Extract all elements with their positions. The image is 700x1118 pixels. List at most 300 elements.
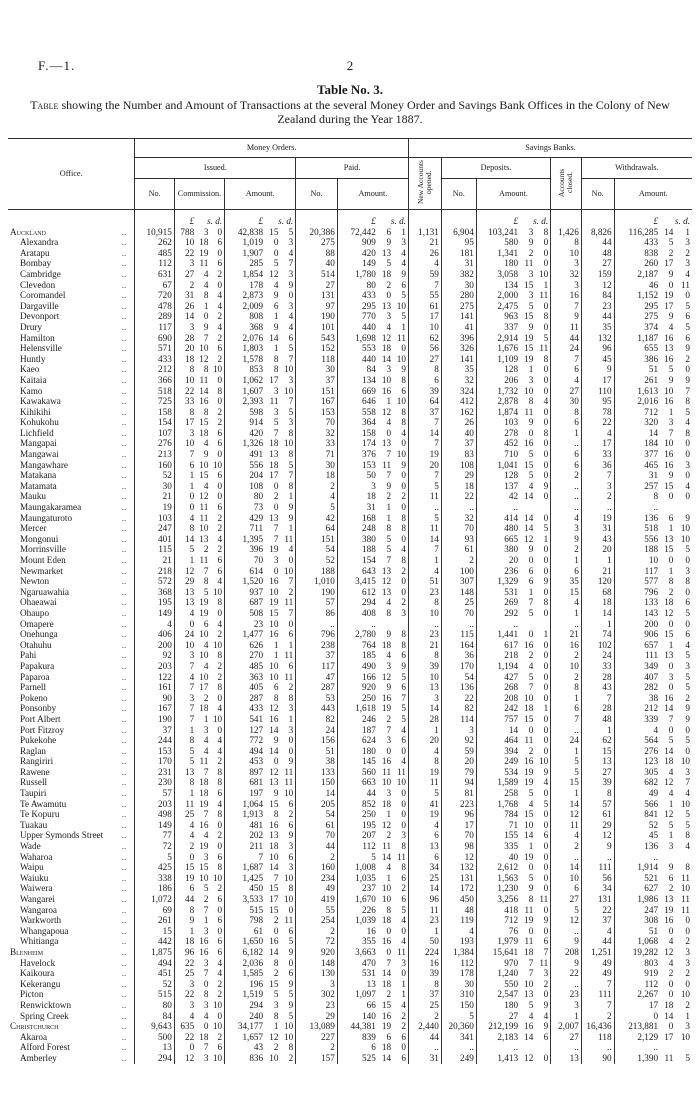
- deposits-amount-shillings: 6: [528, 565, 534, 576]
- new-accounts: 6: [408, 852, 441, 863]
- leader-dots: ..: [121, 597, 127, 608]
- paid-no: 152: [296, 343, 338, 354]
- withdrawals-amount-pence: 0: [685, 449, 690, 460]
- issued-amount-pounds: 1,477: [225, 629, 265, 640]
- withdrawals-amount-pence: 11: [681, 279, 690, 290]
- withdrawals-amount-pence: 3: [685, 258, 690, 269]
- col-savings-banks: Savings Banks.: [408, 139, 692, 158]
- paid-no: 275: [296, 237, 338, 248]
- issued-no: 368: [135, 587, 174, 598]
- withdrawals-no: 34: [581, 883, 614, 894]
- paid-amount-shillings: 18: [381, 639, 392, 650]
- issued-amount-shillings: 3: [273, 555, 279, 565]
- paid-amount-pence: 4: [401, 247, 406, 258]
- commission-shillings: 4: [203, 830, 209, 841]
- new-accounts: 39: [408, 661, 441, 672]
- paid-no: 4: [296, 491, 338, 502]
- paid-no: 150: [296, 777, 338, 788]
- withdrawals-amount-pounds: 188: [614, 544, 660, 555]
- paid-no: ..: [296, 619, 338, 630]
- issued-amount-shillings: 13: [269, 512, 279, 523]
- withdrawals-amount-pence: 6: [685, 332, 690, 343]
- issued-amount-pence: 4: [288, 247, 294, 258]
- withdrawals-no: ..: [581, 502, 614, 513]
- withdrawals-amount-shillings: 11: [664, 1052, 674, 1063]
- issued-amount-pounds: 1,395: [225, 534, 265, 545]
- office-name: Maungakaramea: [20, 502, 82, 513]
- commission-pounds: 5: [174, 746, 196, 757]
- accounts-closed: 6: [551, 703, 582, 714]
- withdrawals-amount-pounds: 838: [614, 248, 660, 259]
- commission-shillings: 2: [203, 894, 209, 904]
- issued-amount-pounds: 485: [225, 661, 265, 672]
- paid-amount-pence: 0: [401, 576, 406, 587]
- office-name: Akaroa: [20, 1031, 48, 1042]
- withdrawals-no: 43: [581, 682, 614, 693]
- table-body: [8, 210, 692, 1064]
- table-row: [8, 682, 692, 693]
- accounts-closed: 3: [551, 258, 582, 269]
- accounts-closed: 5: [551, 756, 582, 767]
- issued-amount-pence: 1: [288, 523, 294, 534]
- leader-dots: ..: [121, 427, 127, 438]
- withdrawals-amount-pounds: 45: [614, 830, 660, 841]
- issued-no: 115: [135, 544, 174, 555]
- commission-pence: 8: [217, 862, 223, 873]
- deposits-no: 150: [441, 1000, 476, 1011]
- withdrawals-amount-shillings: [660, 1042, 675, 1053]
- withdrawals-amount-shillings: 2: [668, 968, 674, 979]
- commission-pence: 0: [217, 819, 223, 830]
- issued-no: 572: [135, 576, 174, 587]
- leader-dots: ..: [121, 512, 127, 523]
- new-accounts: 11: [408, 523, 441, 534]
- withdrawals-no: 20: [581, 544, 614, 555]
- paid-amount-shillings: 0: [386, 427, 392, 438]
- commission-pence: 10: [212, 999, 223, 1010]
- deposits-amount-pence: 0: [543, 544, 549, 555]
- withdrawals-amount-shillings: 16: [664, 459, 674, 470]
- paid-amount-pounds: 112: [337, 841, 377, 852]
- accounts-closed: 2: [551, 841, 582, 852]
- paid-amount-pence: 0: [401, 586, 406, 597]
- withdrawals-amount-pounds: 1,187: [614, 333, 660, 344]
- withdrawals-amount-pence: 5: [685, 300, 690, 311]
- paid-no: 70: [296, 417, 338, 428]
- deposits-amount-pence: 0: [543, 650, 549, 661]
- withdrawals-amount-pounds: 19,282: [614, 947, 660, 958]
- deposits-amount-pounds: 1,589: [476, 777, 520, 788]
- issued-amount-pounds: 1,326: [225, 438, 265, 449]
- accounts-closed: 16: [551, 640, 582, 651]
- commission-pence: 2: [217, 406, 223, 417]
- deposits-amount-pounds: 103,241: [476, 227, 520, 238]
- paid-amount-pounds: 50: [337, 470, 377, 481]
- paid-amount-shillings: 13: [381, 586, 392, 597]
- commission-pence: 4: [217, 576, 223, 587]
- withdrawals-no: 68: [581, 587, 614, 598]
- issued-amount-shillings: 18: [269, 841, 279, 852]
- commission-shillings: 11: [199, 555, 209, 565]
- issued-amount-shillings: 5: [273, 417, 279, 428]
- new-accounts: 19: [408, 449, 441, 460]
- deposits-amount-pounds: 2,878: [476, 396, 520, 407]
- deposits-amount-shillings: 14: [524, 1031, 534, 1042]
- accounts-closed: 1: [551, 428, 582, 439]
- deposits-amount-shillings: 7: [528, 682, 534, 693]
- issued-amount-pence: 10: [284, 364, 294, 375]
- issued-amount-pounds: 541: [225, 714, 265, 725]
- paid-amount-pence: 11: [397, 851, 406, 862]
- issued-amount-pence: 5: [288, 989, 294, 1000]
- issued-amount-shillings: 4: [273, 279, 279, 290]
- commission-shillings: 6: [203, 618, 209, 629]
- withdrawals-amount-shillings: 15: [664, 629, 674, 640]
- accounts-closed: 10: [551, 248, 582, 259]
- table-row: [8, 1053, 692, 1064]
- deposits-amount-pounds: 2,914: [476, 333, 520, 344]
- paid-no: 86: [296, 608, 338, 619]
- commission-pence: 2: [217, 660, 223, 671]
- withdrawals-no: ..: [581, 1042, 614, 1053]
- office-name: Whangapoua: [20, 925, 69, 936]
- withdrawals-no: 23: [581, 301, 614, 312]
- issued-no: 52: [135, 470, 174, 481]
- paid-amount-pounds: 560: [337, 767, 377, 778]
- commission-pence: 2: [217, 268, 223, 279]
- issued-amount-pounds: 240: [225, 1011, 265, 1022]
- deposits-amount-shillings: 9: [528, 321, 534, 332]
- new-accounts: 14: [408, 534, 441, 545]
- withdrawals-amount-shillings: 0: [668, 925, 674, 936]
- withdrawals-amount-shillings: 8: [668, 576, 674, 587]
- issued-no: 107: [135, 428, 174, 439]
- withdrawals-amount-pence: 10: [680, 533, 690, 544]
- withdrawals-no: 96: [581, 343, 614, 354]
- commission-pounds: 96: [174, 947, 196, 958]
- issued-amount-shillings: 6: [273, 300, 279, 311]
- issued-amount-pounds: 429: [225, 513, 265, 524]
- leader-dots: ..: [121, 682, 127, 693]
- withdrawals-amount-pence: 5: [685, 650, 690, 661]
- withdrawals-amount-pounds: 521: [614, 873, 660, 884]
- commission-pence: 10: [212, 586, 223, 597]
- withdrawals-amount-pounds: 564: [614, 735, 660, 746]
- commission-pence: 2: [217, 544, 223, 555]
- table-row: [8, 396, 692, 407]
- withdrawals-no: 17: [581, 375, 614, 386]
- new-accounts: 23: [408, 915, 441, 926]
- withdrawals-amount-shillings: 2: [668, 586, 674, 597]
- paid-amount-pounds: 852: [337, 799, 377, 810]
- issued-no: 158: [135, 407, 174, 418]
- issued-no: 195: [135, 597, 174, 608]
- deposits-amount-shillings: 4: [528, 660, 534, 671]
- table-row: [8, 1042, 692, 1053]
- deposits-amount-shillings: 3: [528, 226, 534, 237]
- unit-sd: s. d.: [674, 216, 690, 226]
- paid-no: 130: [296, 968, 338, 979]
- leader-dots: ..: [121, 406, 127, 417]
- issued-amount-shillings: 1: [273, 650, 279, 661]
- deposits-no: 112: [441, 958, 476, 969]
- issued-amount-pence: 10: [284, 1031, 294, 1042]
- withdrawals-amount-shillings: 16: [664, 449, 674, 460]
- deposits-amount-pence: 0: [543, 713, 549, 724]
- table-row: [8, 301, 692, 312]
- issued-amount-pence: 9: [288, 279, 294, 290]
- office-name: Raglan: [20, 745, 47, 756]
- commission-shillings: 10: [199, 523, 209, 534]
- commission-pence: 6: [217, 851, 223, 862]
- deposits-amount-shillings: 14: [524, 830, 534, 841]
- issued-amount-shillings: 8: [273, 1010, 279, 1021]
- commission-pounds: 5: [174, 544, 196, 555]
- deposits-amount-pence: 1: [543, 533, 549, 544]
- issued-amount-pounds: 937: [225, 587, 265, 598]
- withdrawals-amount-shillings: 0: [668, 660, 674, 671]
- issued-amount-shillings: 10: [269, 586, 279, 597]
- issued-amount-shillings: 5: [273, 258, 279, 269]
- table-row: [8, 386, 692, 397]
- issued-no: 149: [135, 820, 174, 831]
- withdrawals-amount-pence: 7: [685, 385, 690, 396]
- deposits-amount-pounds: 292: [476, 608, 520, 619]
- commission-shillings: 10: [199, 343, 209, 354]
- new-accounts: 6: [408, 375, 441, 386]
- paid-amount-shillings: 10: [381, 374, 392, 385]
- new-accounts: 2: [408, 1011, 441, 1022]
- commission-shillings: 3: [203, 999, 209, 1010]
- paid-amount-shillings: 12: [381, 332, 392, 343]
- table-row: [8, 364, 692, 375]
- withdrawals-amount-shillings: 14: [664, 703, 674, 714]
- table-row: [8, 777, 692, 788]
- withdrawals-amount-pounds: 465: [614, 460, 660, 471]
- deposits-amount-pounds: 180: [476, 1000, 520, 1011]
- issued-amount-pounds: 481: [225, 820, 265, 831]
- table-row: [8, 862, 692, 873]
- withdrawals-amount-pence: 0: [685, 745, 690, 756]
- commission-shillings: 12: [199, 491, 209, 502]
- leader-dots: ..: [121, 904, 127, 915]
- office-name: Devonport: [20, 311, 60, 322]
- withdrawals-no: 74: [581, 629, 614, 640]
- commission-pounds: 44: [174, 894, 196, 905]
- withdrawals-amount-shillings: [660, 852, 675, 863]
- issued-amount-shillings: 15: [269, 607, 279, 618]
- issued-no: 366: [135, 375, 174, 386]
- accounts-closed: 24: [551, 343, 582, 354]
- commission-shillings: 4: [203, 1010, 209, 1021]
- commission-pounds: 25: [174, 968, 196, 979]
- leader-dots: ..: [121, 290, 127, 301]
- issued-amount-pence: 3: [288, 724, 294, 735]
- commission-pounds: 20: [174, 343, 196, 354]
- deposits-amount-pence: 0: [543, 671, 549, 682]
- new-accounts: 14: [408, 883, 441, 894]
- issued-amount-pence: 4: [288, 321, 294, 332]
- deposits-amount-pounds: 249: [476, 756, 520, 767]
- paid-no: 254: [296, 915, 338, 926]
- withdrawals-amount-pence: 10: [680, 756, 690, 767]
- new-accounts: 11: [408, 777, 441, 788]
- withdrawals-amount-shillings: 0: [668, 978, 674, 989]
- withdrawals-no: 56: [581, 873, 614, 884]
- table-row: [8, 576, 692, 587]
- commission-pounds: 12: [174, 1053, 196, 1064]
- unit-sd: s. d.: [390, 216, 406, 226]
- issued-amount-pence: 2: [288, 809, 294, 820]
- commission-pounds: 7: [174, 682, 196, 693]
- withdrawals-no: 28: [581, 672, 614, 683]
- issued-no: 153: [135, 746, 174, 757]
- issued-amount-shillings: 16: [269, 936, 279, 947]
- new-accounts: 21: [408, 640, 441, 651]
- paid-amount-pounds: 134: [337, 375, 377, 386]
- paid-amount-pounds: 154: [337, 555, 377, 566]
- withdrawals-no: 49: [581, 968, 614, 979]
- paid-amount-pence: 1: [401, 226, 406, 237]
- commission-shillings: 11: [199, 502, 209, 513]
- paid-amount-pence: 0: [401, 480, 406, 491]
- deposits-amount-shillings: 6: [528, 576, 534, 587]
- office-name: Ohaupo: [20, 607, 50, 618]
- withdrawals-no: 31: [581, 523, 614, 534]
- paid-amount-shillings: 7: [386, 449, 392, 460]
- office-name: Wangarei: [20, 894, 55, 904]
- issued-no: 21: [135, 491, 174, 502]
- paid-no: 2: [296, 1042, 338, 1053]
- office-name: Ohaeawai: [20, 597, 57, 608]
- issued-amount-shillings: 13: [269, 777, 279, 788]
- issued-amount-pounds: 1,913: [225, 809, 265, 820]
- commission-shillings: 15: [199, 417, 209, 428]
- paid-amount-pounds: 295: [337, 301, 377, 312]
- deposits-no: 193: [441, 936, 476, 947]
- deposits-amount-pounds: 380: [476, 544, 520, 555]
- paid-amount-shillings: 2: [386, 713, 392, 724]
- leader-dots: ..: [121, 480, 127, 491]
- table-row: [8, 830, 692, 841]
- accounts-closed: 11: [551, 820, 582, 831]
- new-accounts: 23: [408, 587, 441, 598]
- paid-amount-shillings: 16: [381, 936, 392, 947]
- withdrawals-no: 37: [581, 915, 614, 926]
- accounts-closed: 8: [551, 407, 582, 418]
- office-name: Matamata: [20, 480, 57, 491]
- deposits-amount-pence: 0: [543, 692, 549, 703]
- deposits-amount-shillings: 9: [528, 417, 534, 428]
- paid-amount-shillings: 12: [381, 819, 392, 830]
- commission-pounds: 8: [174, 735, 196, 746]
- paid-no: 188: [296, 566, 338, 577]
- paid-amount-pounds: 2,780: [337, 629, 377, 640]
- commission-pence: 2: [217, 311, 223, 322]
- withdrawals-amount-shillings: 13: [664, 894, 674, 904]
- issued-amount-shillings: 16: [269, 713, 279, 724]
- withdrawals-no: 22: [581, 417, 614, 428]
- issued-amount-pounds: 73: [225, 502, 265, 513]
- accounts-closed: ..: [551, 1042, 582, 1053]
- issued-amount-shillings: 14: [269, 946, 279, 957]
- office-name: Otahuhu: [20, 639, 52, 650]
- deposits-no: 79: [441, 767, 476, 778]
- leader-dots: ..: [121, 650, 127, 661]
- paid-amount-pence: 4: [401, 915, 406, 926]
- paid-amount-pence: 4: [401, 936, 406, 947]
- paid-amount-pence: 1: [401, 989, 406, 1000]
- commission-pence: 4: [217, 533, 223, 544]
- paid-amount-pounds: 1,035: [337, 873, 377, 884]
- leader-dots: ..: [121, 502, 127, 513]
- issued-amount-pence: 6: [288, 851, 294, 862]
- new-accounts: 16: [408, 958, 441, 969]
- deposits-amount-shillings: 11: [524, 258, 534, 269]
- withdrawals-amount-pence: [675, 1042, 692, 1053]
- leader-dots: ..: [121, 364, 127, 375]
- new-accounts: 25: [408, 873, 441, 884]
- withdrawals-no: 8: [581, 788, 614, 799]
- deposits-amount-pence: 4: [543, 1010, 549, 1021]
- commission-pounds: 2: [174, 841, 196, 852]
- withdrawals-no: 27: [581, 767, 614, 778]
- paid-amount-shillings: 4: [386, 417, 392, 428]
- leader-dots: ..: [121, 703, 127, 714]
- withdrawals-amount-shillings: 0: [668, 555, 674, 565]
- withdrawals-amount-shillings: 5: [668, 735, 674, 746]
- deposits-amount-pence: 0: [543, 1052, 549, 1063]
- accounts-closed: 15: [551, 587, 582, 598]
- col-new-accounts: New Accounts opened.: [408, 158, 441, 210]
- table-row: [8, 311, 692, 322]
- withdrawals-amount-pounds: 566: [614, 799, 660, 810]
- deposits-amount-pence: 9: [543, 576, 549, 587]
- office-name: Kaitaia: [20, 374, 47, 385]
- accounts-closed: ..: [551, 619, 582, 630]
- deposits-amount-pounds: 1,329: [476, 576, 520, 587]
- table-row: [8, 756, 692, 767]
- new-accounts: 1: [408, 725, 441, 736]
- office-name: Picton: [20, 989, 44, 1000]
- withdrawals-amount-pence: 6: [685, 629, 690, 640]
- withdrawals-amount-shillings: 1: [668, 523, 674, 534]
- issued-amount-pence: 3: [288, 374, 294, 385]
- issued-amount-pounds: 1,854: [225, 269, 265, 280]
- withdrawals-amount-pounds: 803: [614, 958, 660, 969]
- deposits-amount-pounds: ..: [476, 619, 520, 630]
- paid-amount-shillings: 19: [381, 703, 392, 714]
- issued-amount-shillings: 5: [273, 989, 279, 1000]
- deposits-amount-pounds: 427: [476, 672, 520, 683]
- deposits-amount-pounds: 970: [476, 958, 520, 969]
- new-accounts: 41: [408, 799, 441, 810]
- deposits-no: 30: [441, 979, 476, 990]
- paid-no: 33: [296, 438, 338, 449]
- new-accounts: 10: [408, 322, 441, 333]
- commission-pounds: 33: [174, 396, 196, 407]
- commission-pounds: 3: [174, 693, 196, 704]
- office-name: Kihikihi: [20, 406, 51, 417]
- issued-no: 13: [135, 1042, 174, 1053]
- issued-amount-pence: 8: [288, 692, 294, 703]
- new-accounts: 10: [408, 608, 441, 619]
- withdrawals-amount-shillings: 15: [664, 544, 674, 555]
- withdrawals-no: 90: [581, 1053, 614, 1064]
- paid-no: 40: [296, 258, 338, 269]
- paid-amount-shillings: 4: [386, 650, 392, 661]
- withdrawals-amount-pounds: 136: [614, 513, 660, 524]
